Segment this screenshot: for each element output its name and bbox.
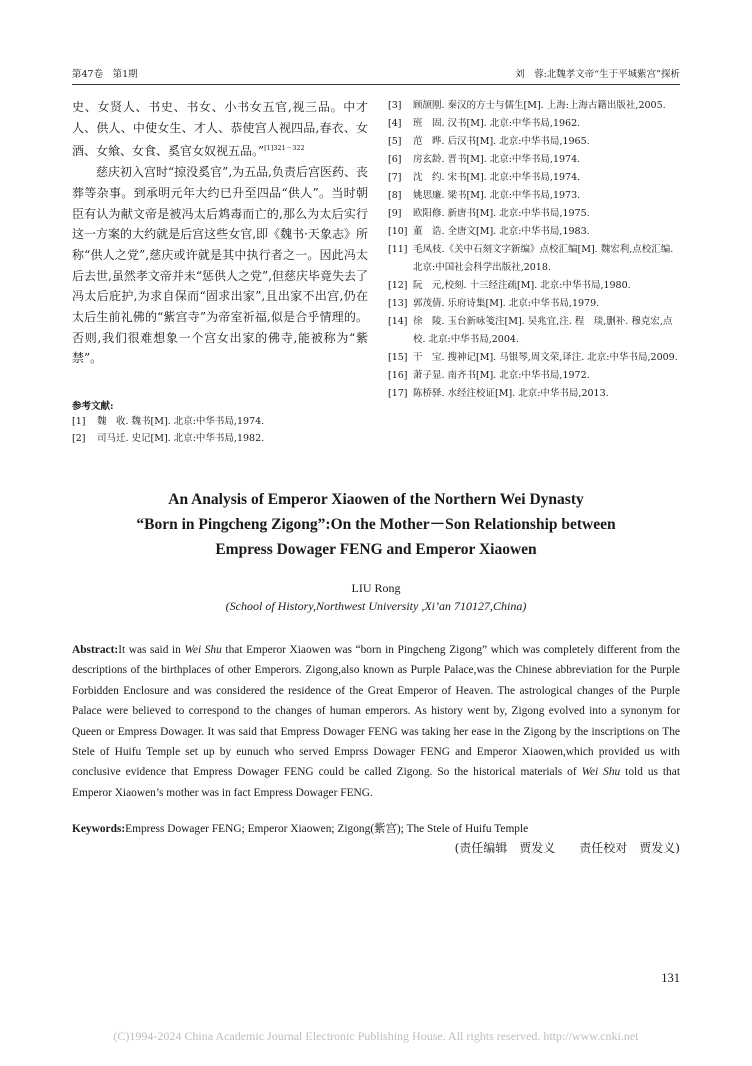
keywords-label: Keywords: bbox=[72, 823, 126, 835]
abstract-label: Abstract: bbox=[72, 644, 119, 656]
english-title-line: “Born in Pingcheng Zigong”:On the Mother－Son Relationship between bbox=[136, 516, 616, 533]
book-title: Wei Shu bbox=[581, 766, 621, 779]
body-text-column bbox=[72, 97, 368, 369]
references-list-right bbox=[388, 97, 684, 403]
editor-credits: (责任编辑 贾发义 责任校对 贾发义) bbox=[454, 841, 680, 855]
reference-item: [3] 顾颉刚. 秦汉的方士与儒生[M]. 上海:上海古籍出版社,2005. bbox=[388, 100, 666, 111]
reference-item: [5] 范 晔. 后汉书[M]. 北京:中华书局,1965. bbox=[388, 136, 590, 147]
reference-item: [10] 董 诰. 全唐文[M]. 北京:中华书局,1983. bbox=[388, 226, 590, 237]
book-title: Wei Shu bbox=[184, 644, 222, 656]
reference-item: [4] 班 固. 汉书[M]. 北京:中华书局,1962. bbox=[388, 118, 581, 129]
english-abstract: Abstract:It was said in Wei Shu that Emperor Xiaowen was “born in Pingcheng Zigong” which was completely different from the descriptions of the birthplaces of other Emperors. Zigong,also known as Purple Palace,was the Chinese abbreviation for the Purple Forbidden Enclosure and was considered the residence of the Great Emperor of Heaven. The astrological changes of the Purple Palace were believed to correspond to the changes of human emperors. As history went by, Zigong evolved into a synonym for Queen or Empress Dowager. It was said that Empress Dowager FENG was taking her ease in the Zigong by the inscriptions on The Stele of Huifu Temple set up by eunuch who served Emprss Dowager FENG and Emperor Xiaowen,which provided us with conclusive evidence that Empress Dowager FENG could be called Zigong. So the historical materials of Wei Shu told us that Emperor Xiaowen’s mother was in fact Empress Dowager FENG. bbox=[72, 644, 680, 799]
reference-item: [7] 沈 约. 宋书[M]. 北京:中华书局,1974. bbox=[388, 172, 581, 183]
reference-item: [13] 郭茂倩. 乐府诗集[M]. 北京:中华书局,1979. bbox=[388, 298, 600, 309]
reference-item: [15] 干 宝. 搜神记[M]. 马银琴,周文荣,译注. 北京:中华书局,2009. bbox=[388, 352, 678, 363]
header-divider bbox=[72, 84, 680, 85]
english-keywords: Keywords:Empress Dowager FENG; Emperor Xiaowen; Zigong(紫宫); The Stele of Huifu Temple bbox=[72, 823, 529, 835]
reference-item: [1] 魏 收. 魏书[M]. 北京:中华书局,1974. bbox=[72, 416, 265, 427]
reference-item: [8] 姚思廉. 梁书[M]. 北京:中华书局,1973. bbox=[388, 190, 581, 201]
reference-item: [12] 阮 元,校刻. 十三经注疏[M]. 北京:中华书局,1980. bbox=[388, 280, 631, 291]
reference-item: [16] 萧子显. 南齐书[M]. 北京:中华书局,1972. bbox=[388, 370, 590, 381]
page-number: 131 bbox=[661, 971, 680, 985]
reference-item: [9] 欧阳修. 新唐书[M]. 北京:中华书局,1975. bbox=[388, 208, 590, 219]
author-affiliation: (School of History,Northwest University ,Xi’an 710127,China) bbox=[225, 599, 527, 613]
reference-item: [14] 徐 陵. 玉台新咏笺注[M]. 吴兆宜,注. 程 琰,删补. 穆克宏,点校. 北京:中华书局,2004. bbox=[388, 316, 673, 345]
reference-item: [17] 陈桥驿. 水经注校证[M]. 北京:中华书局,2013. bbox=[388, 388, 609, 399]
references-heading: 参考文献: bbox=[72, 401, 114, 412]
copyright-footer: (C)1994-2024 China Academic Journal Electronic Publishing House. All rights reserved. http://www.cnki.net bbox=[113, 1029, 639, 1043]
article-running-title: 刘 蓉:北魏孝文帝“生于平城紫宫”探析 bbox=[515, 69, 680, 80]
author-name: LIU Rong bbox=[351, 581, 401, 595]
english-title-line: Empress Dowager FENG and Emperor Xiaowen bbox=[215, 541, 537, 558]
reference-item: [6] 房玄龄. 晋书[M]. 北京:中华书局,1974. bbox=[388, 154, 581, 165]
citation-superscript: [1]321－322 bbox=[264, 144, 305, 153]
running-header bbox=[72, 66, 680, 80]
english-title-line: An Analysis of Emperor Xiaowen of the Northern Wei Dynasty bbox=[168, 491, 584, 508]
body-paragraph-2: 慈庆初入宫时“掠没奚官”,为五品,负责后宫医药、丧葬等杂事。到承明元年大约已升至四品“供人”。当时朝臣有认为献文帝是被冯太后鸩毒而亡的,那么为太后实行这一方案的大约就是后宫这些女官,即《魏书·天象志》所称“供人之党”,慈庆或许就是其中执行者之一。因此冯太后去世,虽然孝文帝并未“惩供人之党”,但慈庆毕竟失去了冯太后庇护,为求自保而“固求出家”,且出家不出宫,仍在太后生前礼佛的“紫宫寺”为帝室祈福,似是合乎情理的。否则,我们很难想象一个宫女出家的佛寺,能被称为“紫禁”。 bbox=[72, 165, 368, 366]
journal-volume-issue: 第47卷 第1期 bbox=[72, 69, 138, 80]
reference-item: [11] 毛凤枝.《关中石刻文字新编》点校汇编[M]. 魏宏利,点校汇编. 北京:中国社会科学出版社,2018. bbox=[388, 244, 674, 273]
reference-item: [2] 司马迁. 史记[M]. 北京:中华书局,1982. bbox=[72, 432, 265, 444]
english-title bbox=[72, 487, 680, 562]
references-list-left bbox=[72, 414, 368, 447]
body-paragraph-1: 史、女贤人、书史、书女、小书女五官,视三品。中才人、供人、中使女生、才人、恭使宫人视四品,春衣、女酒、女飨、女食、奚官女奴视五品。”$^{[1]321-322}$ bbox=[72, 100, 368, 159]
